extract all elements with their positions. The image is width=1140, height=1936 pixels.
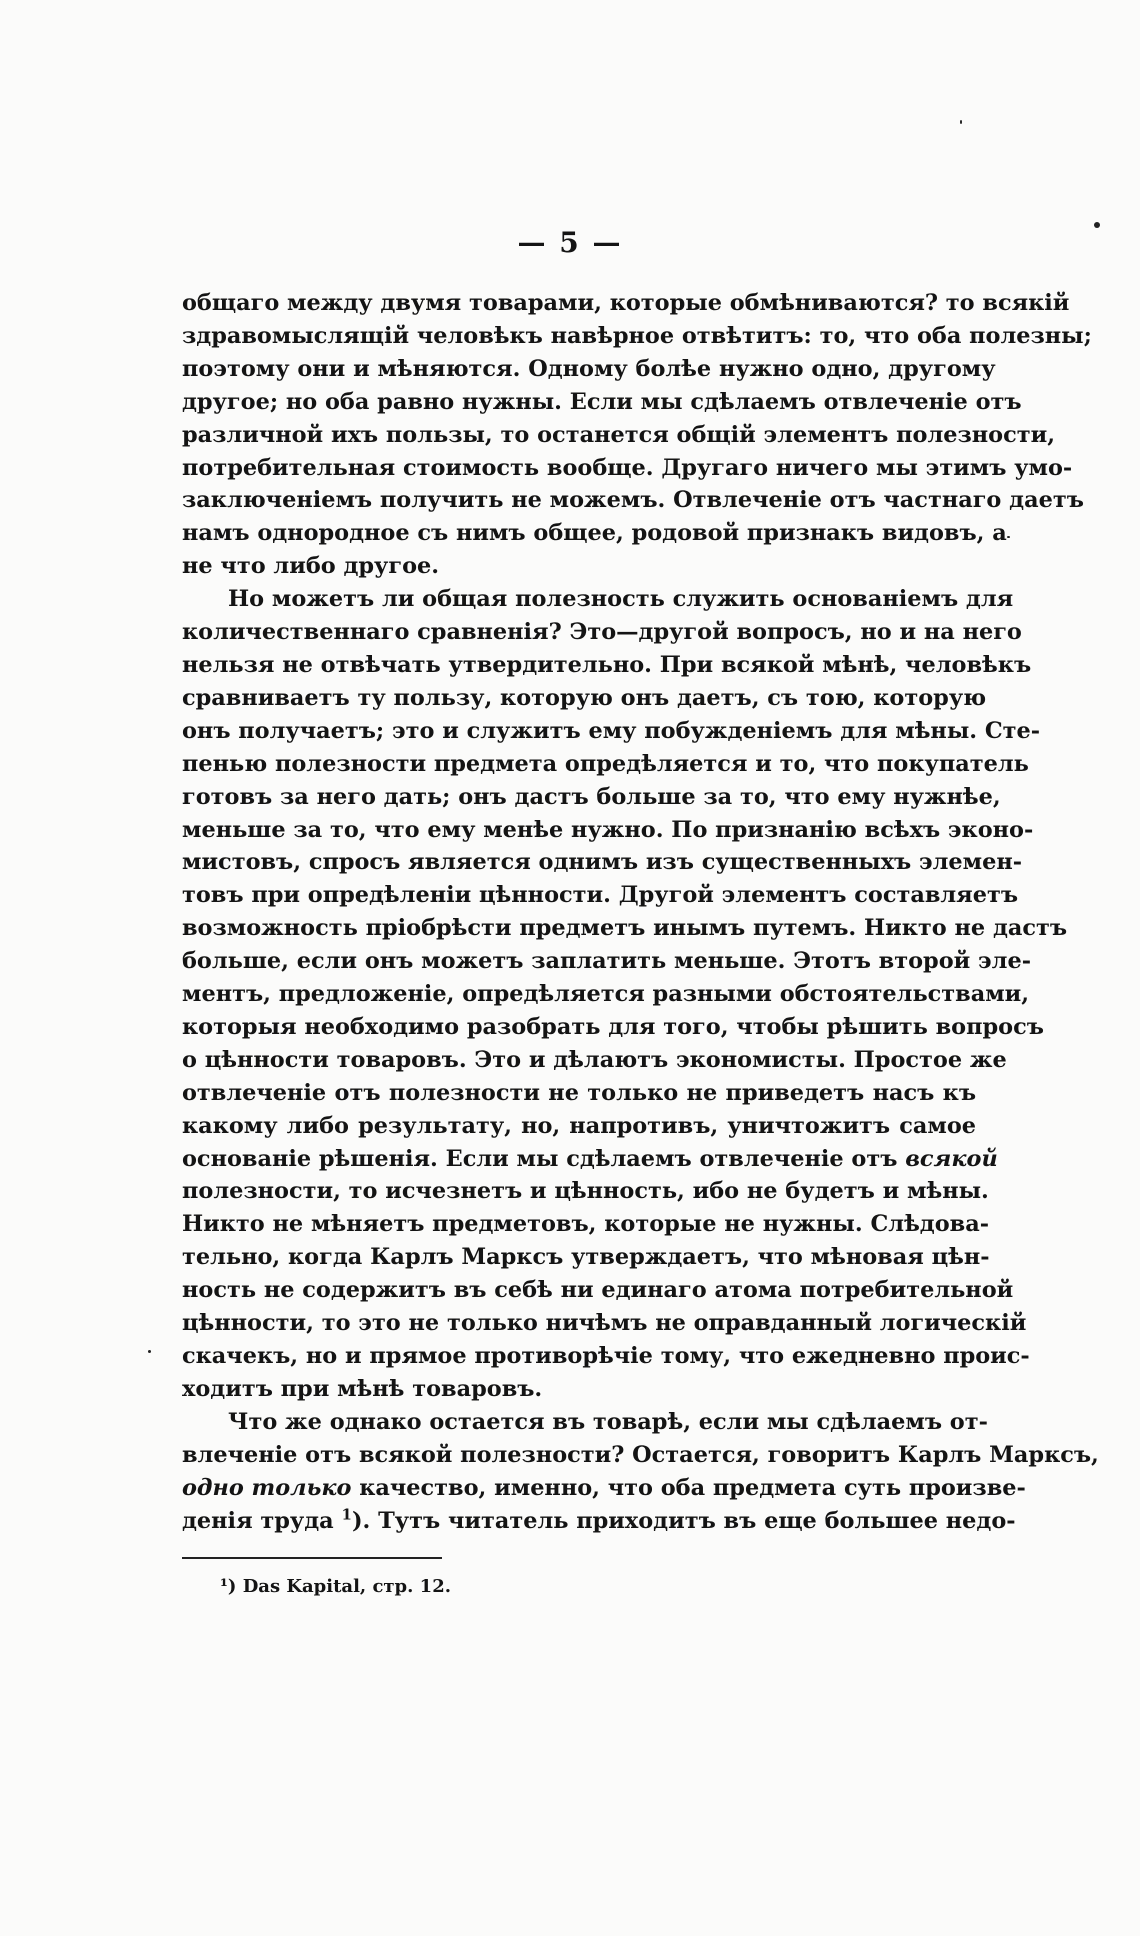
text-line: какому либо результату, но, напротивъ, уничтожитъ самое (182, 1112, 976, 1139)
text-line: влеченіе отъ всякой полезности? Остается, говоритъ Карлъ Марксъ, (182, 1441, 1099, 1468)
text-line: общаго между двумя товарами, которые обмѣниваются? то всякій (182, 290, 1070, 316)
text-line: поэтому они и мѣняются. Одному болѣе нужно одно, другому (182, 355, 996, 382)
body-text (182, 287, 1099, 1537)
text-line: намъ однородное съ нимъ общее, родовой признакъ видовъ, а (182, 520, 1007, 547)
text-line: отвлеченіе отъ полезности не только не приведетъ насъ къ (182, 1079, 976, 1106)
text-line: Что же однако остается въ товарѣ, если мы сдѣлаемъ от- (228, 1408, 988, 1435)
text-line: полезности, то исчезнетъ и цѣнность, ибо не будетъ и мѣны. (182, 1178, 989, 1205)
text-segment: ). Тутъ читатель приходитъ въ еще большее недо- (351, 1507, 1016, 1534)
text-line: тельно, когда Карлъ Марксъ утверждаетъ, что мѣновая цѣн- (182, 1244, 990, 1271)
text-line: потребительная стоимость вообще. Другаго ничего мы этимъ умо- (182, 454, 1073, 481)
text-line: другое; но оба равно нужны. Если мы сдѣлаемъ отвлеченіе отъ (182, 388, 1022, 415)
text-line: заключеніемъ получить не можемъ. Отвлеченіе отъ частнаго даетъ (182, 487, 1084, 514)
text-line: ность не содержитъ въ себѣ ни единаго атома потребительной (182, 1277, 1014, 1304)
text-line: пенью полезности предмета опредѣляется и то, что покупатель (182, 750, 1029, 777)
text-line: ментъ, предложеніе, опредѣляется разными обстоятельствами, (182, 981, 1030, 1008)
scan-speck (148, 1350, 151, 1353)
emphasized-word: всякой (905, 1145, 998, 1172)
text-line: скачекъ, но и прямое противорѣчіе тому, что ежедневно проис- (182, 1343, 1030, 1369)
text-line: количественнаго сравненія? Это—другой вопросъ, но и на него (182, 619, 1022, 646)
text-line: больше, если онъ можетъ заплатить меньше. Этотъ второй эле- (182, 948, 1031, 975)
text-line: не что либо другое. (182, 553, 440, 580)
emphasized-phrase: одно только (182, 1474, 352, 1501)
text-line: Никто не мѣняетъ предметовъ, которые не нужны. Слѣдова- (182, 1211, 990, 1238)
footnote-reference[interactable]: 1 (341, 1505, 352, 1524)
text-line: онъ получаетъ; это и служитъ ему побужденіемъ для мѣны. Сте- (182, 717, 1041, 744)
text-line: сравниваетъ ту пользу, которую онъ даетъ, съ тою, которую (182, 684, 987, 711)
text-line: различной ихъ пользы, то останется общій элементъ полезности, (182, 421, 1056, 448)
text-segment: качество, именно, что оба предмета суть произве- (351, 1474, 1026, 1501)
text-line: готовъ за него дать; онъ дастъ больше за то, что ему нужнѣе, (182, 783, 1001, 810)
text-line: возможность пріобрѣсти предметъ инымъ путемъ. Никто не дастъ (182, 915, 1068, 942)
paragraph-3 (182, 1406, 1099, 1538)
footnote (220, 1576, 451, 1597)
footnote-divider (182, 1557, 442, 1559)
text-line: цѣнности, то это не только ничѣмъ не оправданный логическій (182, 1310, 1027, 1337)
paragraph-1 (182, 287, 1092, 583)
text-line: нельзя не отвѣчать утвердительно. При всякой мѣнѣ, человѣкъ (182, 651, 1032, 678)
text-line: мистовъ, спросъ является однимъ изъ существенныхъ элемен- (182, 849, 1023, 876)
footnote-marker: ¹) (220, 1576, 237, 1597)
page-number: — 5 — (517, 226, 623, 259)
text-line: товъ при опредѣленіи цѣнности. Другой элементъ составляетъ (182, 882, 1019, 909)
text-line: которыя необходимо разобрать для того, чтобы рѣшить вопросъ (182, 1013, 1044, 1040)
paragraph-2 (182, 583, 1068, 1406)
scan-speck (960, 120, 962, 124)
text-line-with-emphasis (182, 1143, 998, 1176)
text-line-with-emphasis (182, 1472, 1026, 1505)
text-line: о цѣнности товаровъ. Это и дѣлаютъ экономисты. Простое же (182, 1046, 1007, 1073)
text-segment: основаніе рѣшенія. Если мы сдѣлаемъ отвлеченіе отъ (182, 1145, 906, 1172)
text-line: здравомыслящій человѣкъ навѣрное отвѣтитъ: то, что оба полезны; (182, 322, 1092, 349)
text-line-with-footnote-ref (182, 1505, 1016, 1538)
footnote-text: Das Kapital, стр. 12. (242, 1576, 451, 1597)
text-line: меньше за то, что ему менѣе нужно. По признанію всѣхъ эконо- (182, 816, 1034, 843)
scan-speck (1007, 536, 1010, 538)
text-line: ходитъ при мѣнѣ товаровъ. (182, 1375, 543, 1402)
text-segment: денія труда (182, 1507, 342, 1534)
text-line: Но можетъ ли общая полезность служить основаніемъ для (228, 586, 1014, 613)
